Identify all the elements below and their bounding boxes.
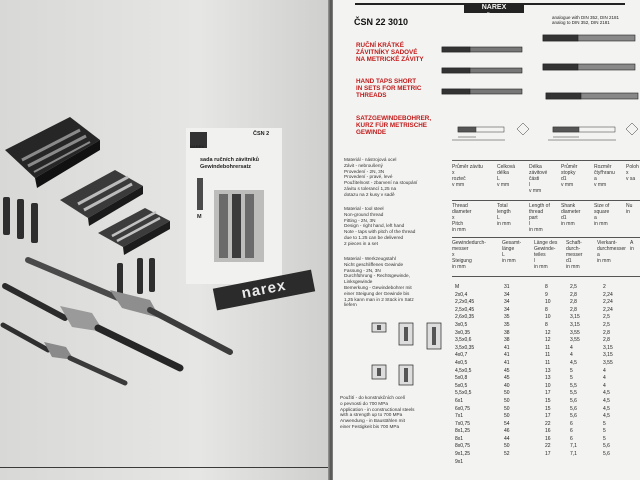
table-cell: 5 bbox=[603, 435, 606, 442]
table-cell: 2,5x0,45 bbox=[455, 306, 475, 313]
table-cell: 3,55 bbox=[570, 337, 580, 344]
table-cell: 4,5 bbox=[603, 405, 610, 412]
table-cell: 8 bbox=[545, 284, 548, 290]
application-note: Použití - do konstrukčních ocelí o pevnosti do 700 MPa Application - in constructional steels with a strength up to 700 MPa Anwendung - in Baustählen mit einer Festigkeit bis 700 MPa bbox=[340, 395, 415, 429]
table-cell: 8x0,75 bbox=[455, 443, 471, 450]
tap-set-box bbox=[186, 128, 282, 284]
th-cz-5: Poloh x v sa bbox=[626, 164, 639, 182]
table-cell: 2x0,4 bbox=[455, 291, 468, 298]
table-rule-mid1 bbox=[452, 200, 640, 201]
box-logo-label: NAREX bbox=[190, 144, 205, 149]
table-cell: 3,15 bbox=[603, 352, 613, 359]
table-cell: 16 bbox=[545, 428, 551, 435]
table-cell: 2 bbox=[603, 284, 606, 290]
table-cell: 5,6 bbox=[570, 397, 577, 404]
table-col-square-size bbox=[603, 284, 613, 459]
tap-wrench-medium bbox=[5, 286, 180, 368]
table-col-thread bbox=[455, 284, 474, 466]
table-cell: 44 bbox=[504, 435, 510, 442]
table-cell: 4,5x0,5 bbox=[455, 367, 472, 374]
table-cell: 4 bbox=[603, 375, 606, 382]
table-cell: 22 bbox=[545, 420, 551, 427]
standard-code: ČSN 22 3010 bbox=[354, 17, 409, 27]
heading-german: SATZGEWINDEBOHRER, KURZ FÜR METRISCHE GEWINDE bbox=[356, 115, 432, 137]
table-cell: 5,6 bbox=[570, 413, 577, 420]
table-cell: 4x0,7 bbox=[455, 352, 468, 359]
th-de-4: Vierkant- durchmesser a in mm bbox=[597, 240, 626, 264]
table-cell: 54 bbox=[504, 420, 510, 427]
table-cell: 38 bbox=[504, 329, 510, 336]
table-cell: 2,8 bbox=[570, 306, 577, 313]
table-cell: 17 bbox=[545, 390, 551, 397]
table-cell: 40 bbox=[504, 382, 510, 389]
box-mark: M bbox=[197, 214, 202, 220]
table-cell: 5,5x0,5 bbox=[455, 390, 472, 397]
table-cell: 10 bbox=[545, 314, 551, 321]
th-de-1: Gesamt- länge L in mm bbox=[502, 240, 522, 264]
table-cell: 13 bbox=[545, 367, 551, 374]
table-cell: 5,6 bbox=[570, 405, 577, 412]
narex-logo-band: narex bbox=[213, 270, 315, 311]
table-cell: 2,24 bbox=[603, 299, 613, 306]
table-cell: 2,8 bbox=[603, 329, 610, 336]
table-col-shank-diameter bbox=[570, 284, 580, 459]
table-cell: 2,24 bbox=[603, 291, 613, 298]
table-cell: 7x1 bbox=[455, 413, 464, 420]
table-cell: 5,5 bbox=[570, 382, 577, 389]
table-cell: 3,5x0,6 bbox=[455, 337, 472, 344]
table-cell: 16 bbox=[545, 435, 551, 442]
table-cell: 50 bbox=[504, 443, 510, 450]
table-cell: 34 bbox=[504, 306, 510, 313]
table-cell: 4,5 bbox=[570, 359, 577, 366]
table-cell: 2,8 bbox=[603, 337, 610, 344]
th-cz-2: Délka závitové části l v mm bbox=[529, 164, 548, 194]
th-de-5: A in bbox=[630, 240, 634, 252]
table-cell: 9 bbox=[545, 291, 548, 298]
table-cell: 9x1,25 bbox=[455, 451, 471, 458]
description-en: Material - tool steel Non-ground thread Fitting - 2N, 3N Design - right hand, left hand Note - taps with pitch of the thread due to 1.25 can be delivered 2 pieces in a set bbox=[344, 206, 416, 246]
table-cell: 35 bbox=[504, 314, 510, 321]
table-cell: 4x0,5 bbox=[455, 359, 468, 366]
th-de-0: Gewindedurch- messer x Steigung in mm bbox=[452, 240, 486, 270]
table-cell: 4 bbox=[603, 367, 606, 374]
table-cell: 35 bbox=[504, 321, 510, 328]
th-cz-3: Průměr stopky d1 v mm bbox=[561, 164, 578, 188]
table-cell: 4 bbox=[570, 352, 573, 359]
th-cz-1: Celková délka L v mm bbox=[497, 164, 516, 188]
table-cell: 3x0,35 bbox=[455, 329, 471, 336]
table-cell: 2,5 bbox=[603, 314, 610, 321]
table-cell: 6x1 bbox=[455, 397, 464, 404]
table-cell: 41 bbox=[504, 344, 510, 351]
table-cell: 11 bbox=[545, 359, 551, 366]
table-rule-top bbox=[452, 160, 640, 161]
table-cell: 9x1 bbox=[455, 458, 464, 465]
table-col-total-length bbox=[504, 284, 510, 459]
table-cell: 50 bbox=[504, 413, 510, 420]
table-cell: 5,6 bbox=[603, 451, 610, 458]
th-en-1: Total length L in mm bbox=[497, 203, 511, 227]
table-rule-mid2 bbox=[452, 237, 640, 238]
table-cell: 2,6x0,35 bbox=[455, 314, 475, 321]
table-cell: 4 bbox=[570, 344, 573, 351]
table-cell: 2,5 bbox=[570, 284, 577, 290]
table-cell: 50 bbox=[504, 390, 510, 397]
th-cz-0: Průměr závitu x rozteč v mm bbox=[452, 164, 483, 188]
th-de-2: Länge des Gewinde- teiles l in mm bbox=[534, 240, 558, 270]
table-cell: 2,5 bbox=[603, 321, 610, 328]
table-cell: 3,5x0,35 bbox=[455, 344, 475, 351]
table-cell: 2,24 bbox=[603, 306, 613, 313]
table-cell: 10 bbox=[545, 299, 551, 306]
table-cell: 4,5 bbox=[603, 390, 610, 397]
table-cell: M bbox=[455, 284, 460, 290]
page-bottom-rule bbox=[0, 467, 330, 468]
table-cell: 3,15 bbox=[570, 314, 580, 321]
table-cell: 10 bbox=[545, 382, 551, 389]
table-cell: 3,15 bbox=[570, 321, 580, 328]
table-cell: 5x0,8 bbox=[455, 375, 468, 382]
table-cell: 41 bbox=[504, 352, 510, 359]
description-cz: Materiál - nástrojová ocel Závit - nebroušený Provedení - 2N, 3N Provedení - pravé, levé Použitelnost - zbarvení na stoupání závitu s tolerancí 1,25 na dotazu na 2 kusy v sadě bbox=[344, 157, 418, 197]
table-cell: 12 bbox=[545, 329, 551, 336]
table-cell: 22 bbox=[545, 443, 551, 450]
table-cell: 3,55 bbox=[570, 329, 580, 336]
brand-tag: NAREX BUČOVICE bbox=[464, 3, 524, 13]
table-cell: 46 bbox=[504, 428, 510, 435]
table-cell: 3,55 bbox=[603, 359, 613, 366]
table-cell: 5 bbox=[603, 420, 606, 427]
table-cell: 2,2x0,45 bbox=[455, 299, 475, 306]
th-en-3: Shank diameter d1 in mm bbox=[561, 203, 581, 227]
table-cell: 52 bbox=[504, 451, 510, 458]
table-cell: 12 bbox=[545, 337, 551, 344]
table-cell: 4,5 bbox=[603, 397, 610, 404]
table-cell: 8x1,25 bbox=[455, 428, 471, 435]
th-en-2: Length of thread part l in mm bbox=[529, 203, 550, 233]
table-col-thread-length bbox=[545, 284, 551, 459]
table-cell: 17 bbox=[545, 413, 551, 420]
table-cell: 50 bbox=[504, 397, 510, 404]
table-cell: 17 bbox=[545, 451, 551, 458]
table-cell: 8 bbox=[545, 321, 548, 328]
table-cell: 6 bbox=[570, 435, 573, 442]
table-cell: 31 bbox=[504, 284, 510, 290]
table-cell: 5x0,5 bbox=[455, 382, 468, 389]
table-cell: 41 bbox=[504, 359, 510, 366]
table-cell: 4 bbox=[603, 382, 606, 389]
table-cell: 3x0,5 bbox=[455, 321, 468, 328]
table-cell: 15 bbox=[545, 405, 551, 412]
heading-english: HAND TAPS SHORT IN SETS FOR METRIC THREADS bbox=[356, 78, 422, 100]
table-cell: 2,8 bbox=[570, 291, 577, 298]
table-cell: 38 bbox=[504, 337, 510, 344]
table-cell: 8 bbox=[545, 306, 548, 313]
th-de-3: Schaft- durch- messer d1 in mm bbox=[566, 240, 583, 270]
description-de: Material - Werkzeugstahl Nicht geschliffenes Gewinde Fassung - 2N, 3N Durchführung - Rechtsgewinde, Linksgewinde Bemerkung - Gewindebohrer mit einer Steigung der Gewinde bis 1,25 kann man in 2 Stück im Satz liefern bbox=[344, 256, 414, 308]
heading-czech: RUČNÍ KRÁTKÉ ZÁVITNÍKY SADOVÉ NA METRICKÉ ZÁVITY bbox=[356, 42, 424, 64]
table-cell: 5,6 bbox=[603, 443, 610, 450]
din-analog-note: analogue with DIN 352, DIN 2181 analog to DIN 352, DIN 2181 bbox=[552, 15, 620, 25]
th-cz-4: Rozměr čtyřhranu a v mm bbox=[594, 164, 615, 188]
th-en-5: Nu in bbox=[626, 203, 633, 215]
table-cell: 11 bbox=[545, 352, 551, 359]
table-cell: 6 bbox=[570, 428, 573, 435]
table-cell: 2,8 bbox=[570, 299, 577, 306]
table-cell: 5 bbox=[570, 375, 573, 382]
table-cell: 45 bbox=[504, 367, 510, 374]
box-title: sada ručních závitníků Gewindebohrersatz bbox=[200, 157, 259, 170]
table-cell: 34 bbox=[504, 299, 510, 306]
table-cell: 4,5 bbox=[603, 413, 610, 420]
table-cell: 7x0,75 bbox=[455, 420, 471, 427]
th-en-0: Thread diameter x Pitch in mm bbox=[452, 203, 472, 233]
table-cell: 3,15 bbox=[603, 344, 613, 351]
table-cell: 15 bbox=[545, 397, 551, 404]
table-cell: 7,1 bbox=[570, 451, 577, 458]
table-cell: 6x0,75 bbox=[455, 405, 471, 412]
table-cell: 5 bbox=[603, 428, 606, 435]
box-code-label: ČSN 2 bbox=[253, 131, 270, 137]
tap-set-case-large bbox=[5, 117, 100, 188]
table-cell: 11 bbox=[545, 344, 551, 351]
tap-set-case-small bbox=[98, 208, 170, 255]
table-rule-mid3 bbox=[452, 276, 640, 277]
table-cell: 5 bbox=[570, 367, 573, 374]
table-cell: 45 bbox=[504, 375, 510, 382]
table-cell: 7,1 bbox=[570, 443, 577, 450]
table-cell: 34 bbox=[504, 291, 510, 298]
th-en-4: Size of square a in mm bbox=[594, 203, 610, 227]
table-cell: 8x1 bbox=[455, 435, 464, 442]
table-cell: 5,5 bbox=[570, 390, 577, 397]
table-cell: 6 bbox=[570, 420, 573, 427]
table-cell: 50 bbox=[504, 405, 510, 412]
table-cell: 13 bbox=[545, 375, 551, 382]
